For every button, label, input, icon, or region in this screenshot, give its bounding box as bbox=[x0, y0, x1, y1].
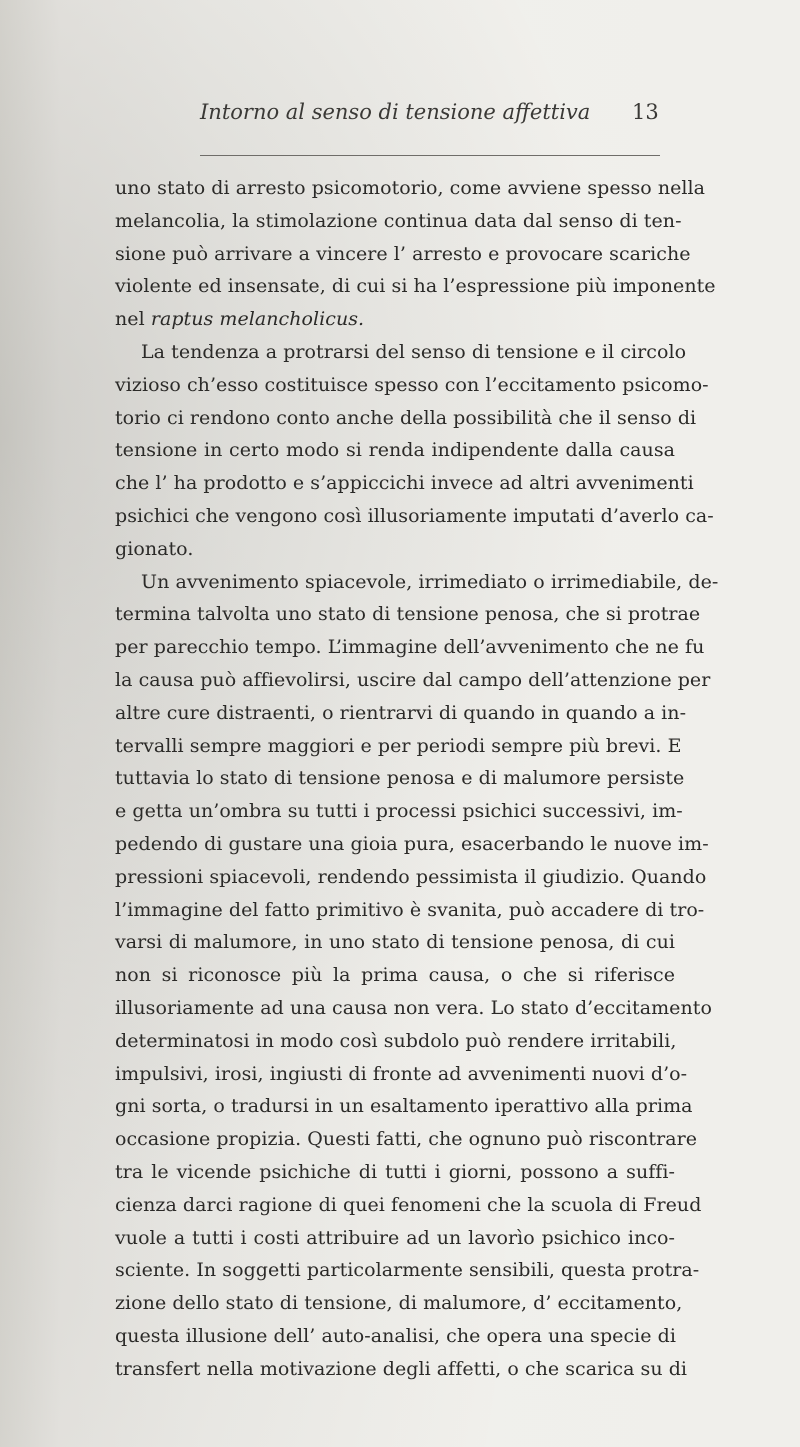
page-header bbox=[200, 100, 655, 130]
text-line: per parecchio tempo. L’immagine dell’avvenimento che ne fu bbox=[115, 636, 705, 659]
header-rule bbox=[200, 155, 660, 156]
text-line: varsi di malumore, in uno stato di tensione penosa, di cui bbox=[115, 931, 675, 954]
text-line: illusoriamente ad una causa non vera. Lo stato d’eccitamento bbox=[115, 996, 712, 1019]
body-text bbox=[115, 172, 719, 1385]
running-title: Intorno al senso di tensione affettiva bbox=[200, 100, 591, 124]
text-line: zione dello stato di tensione, di malumore, d’ eccitamento, bbox=[115, 1292, 683, 1315]
text-line: determinatosi in modo così subdolo può rendere irritabili, bbox=[115, 1029, 677, 1052]
text-line: gionato. bbox=[115, 537, 194, 560]
text-line: occasione propizia. Questi fatti, che ognuno può riscontrare bbox=[115, 1128, 698, 1151]
text-line: la causa può affievolirsi, uscire dal campo dell’attenzione per bbox=[115, 668, 711, 691]
text-line: questa illusione dell’ auto-analisi, che opera una specie di bbox=[115, 1324, 676, 1347]
text-line: melancolia, la stimolazione continua data dal senso di ten- bbox=[115, 209, 682, 232]
paragraph-start-line: Un avvenimento spiacevole, irrimediato o irrimediabile, de- bbox=[141, 570, 719, 593]
text-line: altre cure distraenti, o rientrarvi di quando in quando a in- bbox=[115, 701, 687, 724]
text-line: sione può arrivare a vincere l’ arresto e provocare scariche bbox=[115, 242, 691, 265]
text-line: non si riconosce più la prima causa, o che si riferisce bbox=[115, 964, 675, 987]
text-line: pressioni spiacevoli, rendendo pessimista il giudizio. Quando bbox=[115, 865, 707, 888]
text-line: vizioso ch’esso costituisce spesso con l’eccitamento psicomo- bbox=[115, 373, 709, 396]
text-line: impulsivi, irosi, ingiusti di fronte ad avvenimenti nuovi d’o- bbox=[115, 1062, 688, 1085]
text-line: pedendo di gustare una gioia pura, esacerbando le nuove im- bbox=[115, 832, 709, 855]
text-line: tra le vicende psichiche di tutti i giorni, possono a suffi- bbox=[115, 1160, 675, 1183]
text-line: gni sorta, o tradursi in un esaltamento iperattivo alla prima bbox=[115, 1095, 693, 1118]
text-line: transfert nella motivazione degli affetti, o che scarica su di bbox=[115, 1357, 688, 1380]
text-line bbox=[115, 303, 675, 336]
text-line: vuole a tutti i costi attribuire ad un lavorìo psichico inco- bbox=[115, 1226, 675, 1249]
text-line: cienza darci ragione di quei fenomeni che la scuola di Freud bbox=[115, 1193, 702, 1216]
paragraph-start-line: La tendenza a protrarsi del senso di tensione e il circolo bbox=[141, 340, 687, 363]
text-line: uno stato di arresto psicomotorio, come avviene spesso nella bbox=[115, 177, 706, 199]
text-line: termina talvolta uno stato di tensione penosa, che si protrae bbox=[115, 603, 701, 626]
text-line-start: nel bbox=[115, 308, 145, 331]
text-line: l’immagine del fatto primitivo è svanita, può accadere di tro- bbox=[115, 898, 705, 921]
text-line: torio ci rendono conto anche della possibilità che il senso di bbox=[115, 406, 697, 429]
text-line: tervalli sempre maggiori e per periodi sempre più brevi. E bbox=[115, 734, 682, 757]
text-line: che l’ ha prodotto e s’appiccichi invece ad altri avvenimenti bbox=[115, 472, 694, 495]
text-line: e getta un’ombra su tutti i processi psichici successivi, im- bbox=[115, 800, 683, 823]
text-line: tensione in certo modo si renda indipendente dalla causa bbox=[115, 439, 675, 462]
italic-phrase: raptus melancholicus. bbox=[150, 308, 365, 331]
text-line: violente ed insensate, di cui si ha l’espressione più imponente bbox=[115, 275, 716, 298]
page-number: 13 bbox=[632, 100, 659, 124]
text-line: psichici che vengono così illusoriamente imputati d’averlo ca- bbox=[115, 504, 714, 527]
text-line: sciente. In soggetti particolarmente sensibili, questa protra- bbox=[115, 1259, 700, 1282]
text-line: tuttavia lo stato di tensione penosa e di malumore persiste bbox=[115, 767, 685, 790]
